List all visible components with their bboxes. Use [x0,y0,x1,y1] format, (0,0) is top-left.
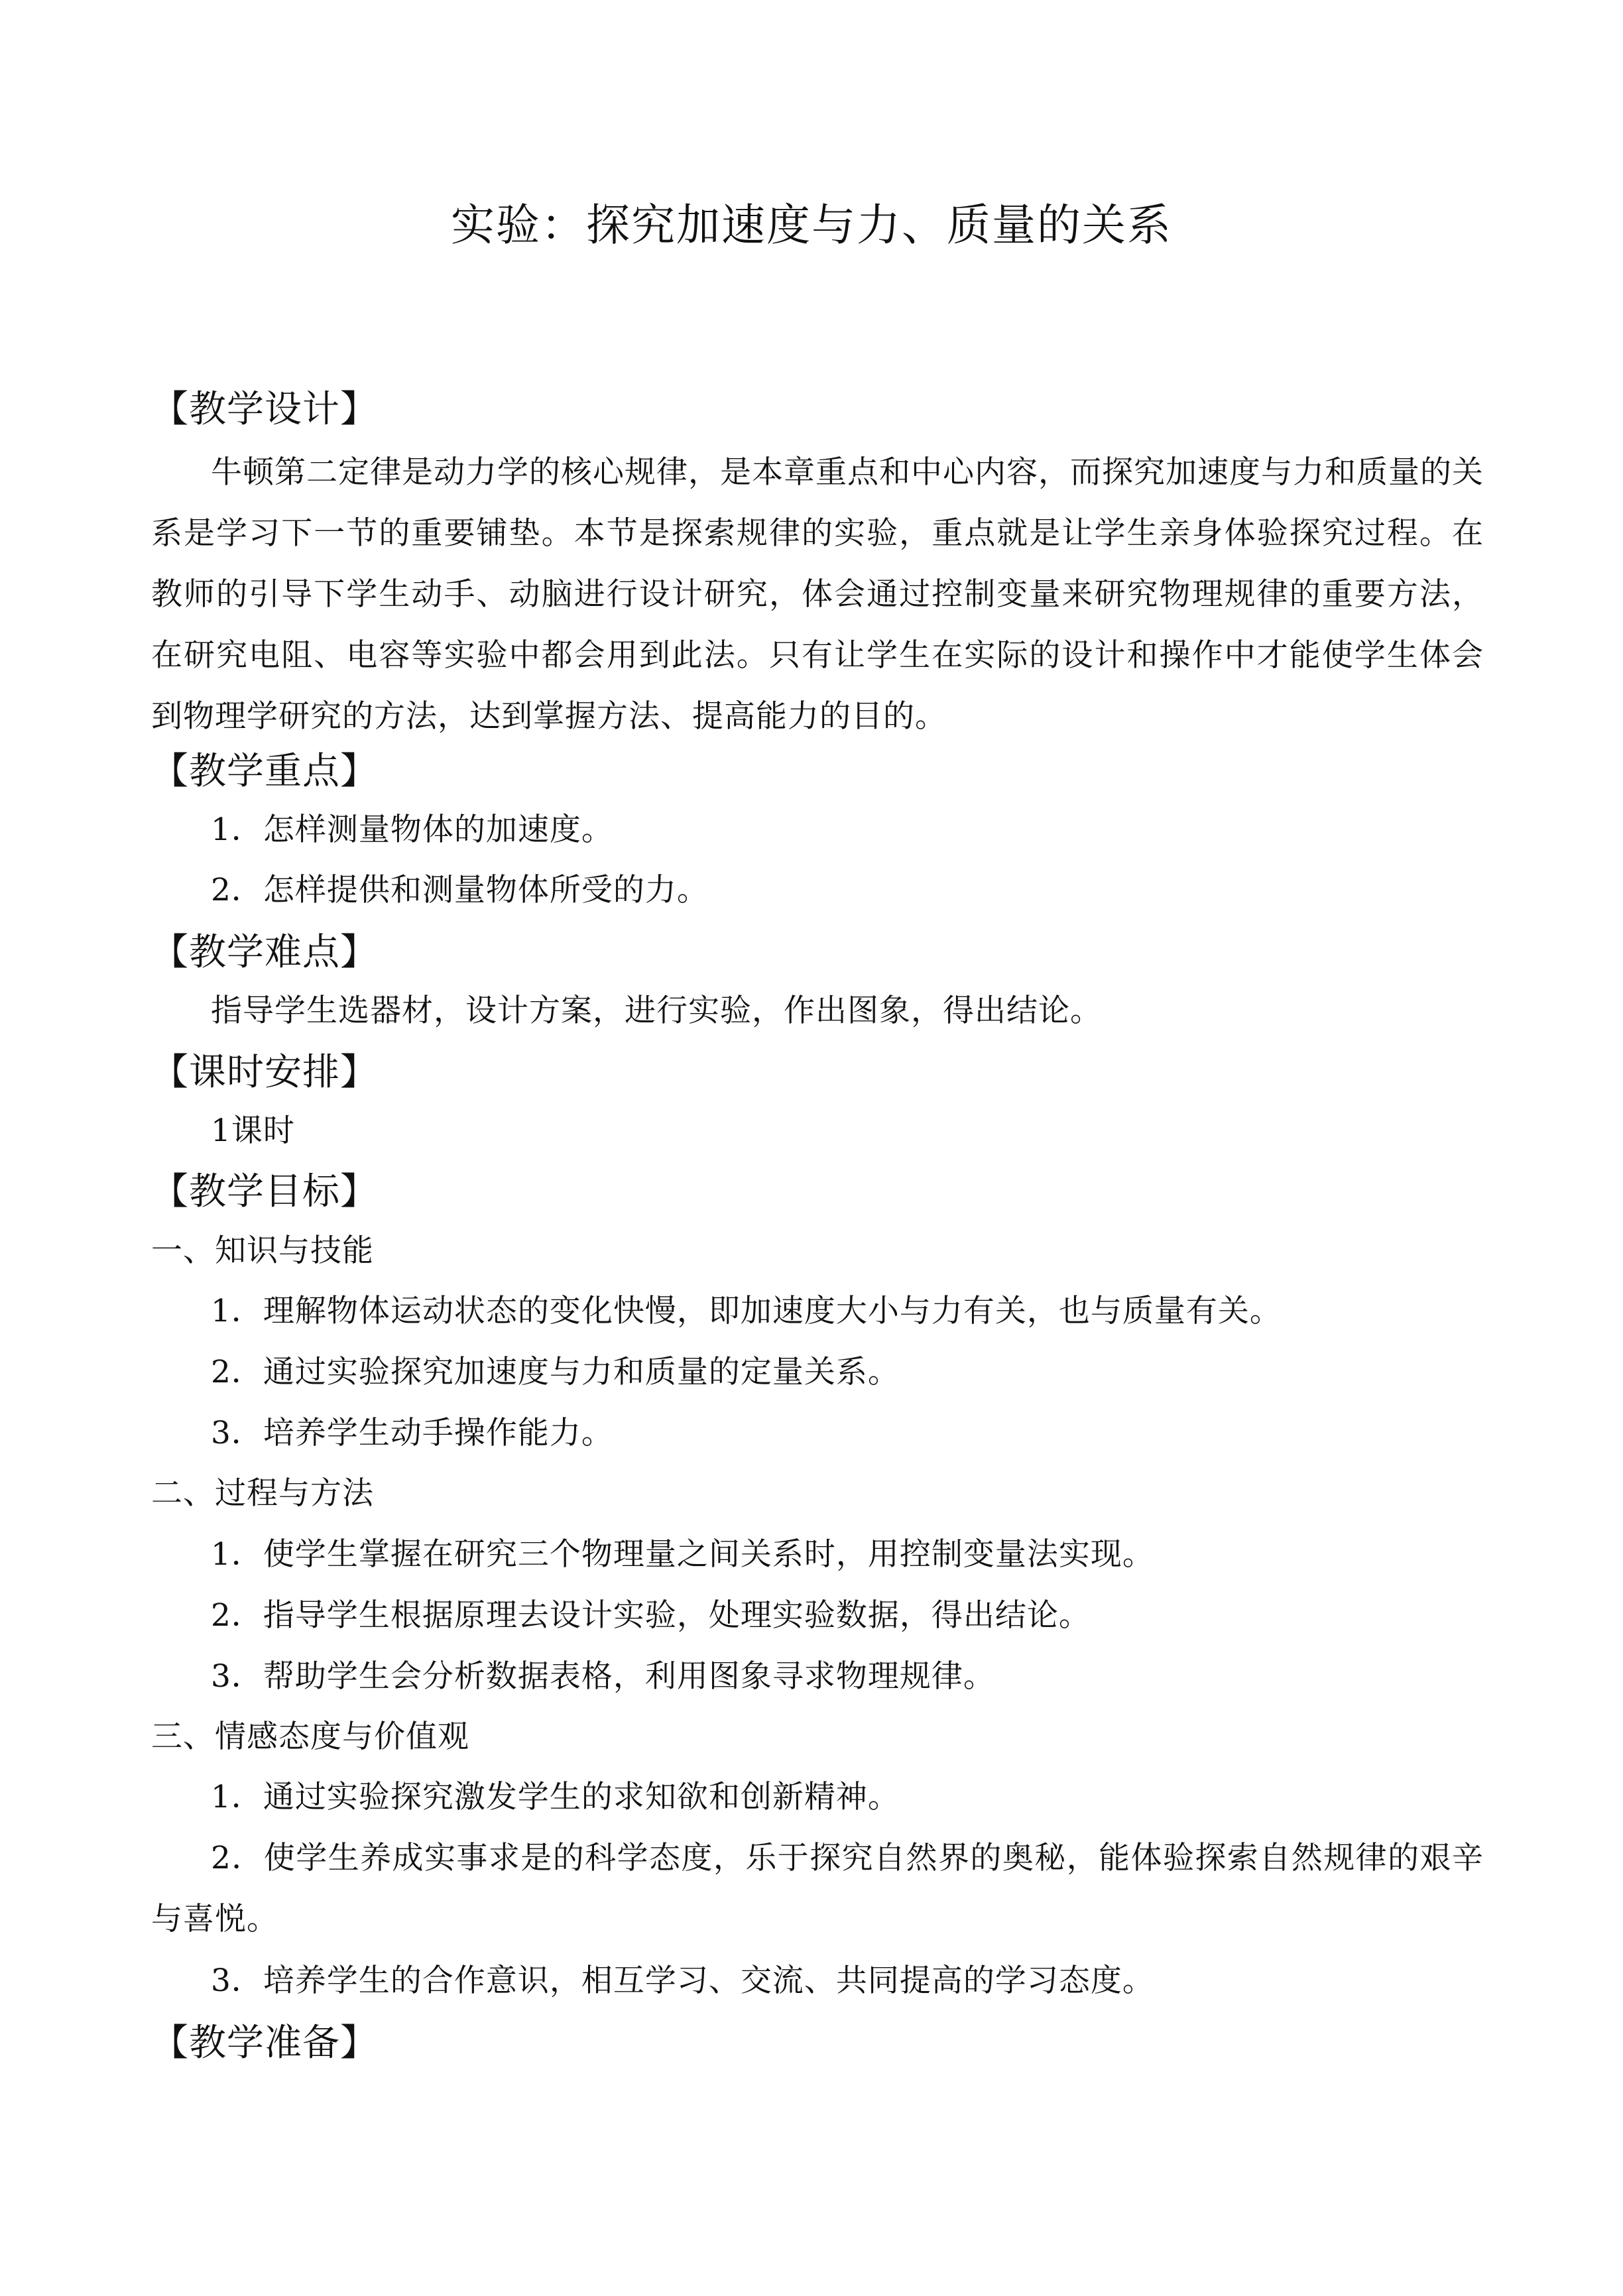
section-heading-design: 【教学设计】 [151,388,378,431]
section-heading-difficulties: 【教学难点】 [151,931,378,974]
objective-item: 3．帮助学生会分析数据表格，利用图象寻求物理规律。 [211,1658,995,1695]
objective-item: 1．使学生掌握在研究三个物理量之间关系时，用控制变量法实现。 [211,1536,1154,1573]
design-paragraph: 牛顿第二定律是动力学的核心规律，是本章重点和中心内容，而探究加速度与力和质量的关系是学习下一节的重要铺垫。本节是探索规律的实验，重点就是让学生亲身体验探究过程。在教师的引导下学生动手、动脑进行设计研究，体会通过控制变量来研究物理规律的重要方法，在研究电阻、电容等实验中都会用到此法。只有让学生在实际的设计和操作中才能使学生体会到物理学研究的方法，达到掌握方法、提高能力的目的。 [151,454,1484,735]
objective-subsection-title: 三、情感态度与价值观 [151,1719,469,1755]
objective-subsection-title: 一、知识与技能 [151,1233,374,1269]
objective-item: 1．理解物体运动状态的变化快慢，即加速度大小与力有关，也与质量有关。 [211,1293,1282,1329]
section-heading-schedule: 【课时安排】 [151,1051,378,1094]
objective-item: 2．使学生养成实事求是的科学态度，乐于探究自然界的奥秘，能体验探索自然规律的艰辛与喜悦。 [151,1840,1484,1937]
key-point-item: 2．怎样提供和测量物体所受的力。 [211,872,709,908]
objective-item: 2．指导学生根据原理去设计实验，处理实验数据，得出结论。 [211,1597,1091,1634]
document-title: 实验：探究加速度与力、质量的关系 [451,200,1172,251]
section-heading-key-points: 【教学重点】 [151,750,378,793]
objective-item: 3．培养学生的合作意识，相互学习、交流、共同提高的学习态度。 [211,1963,1154,1999]
objective-item: 3．培养学生动手操作能力。 [211,1415,613,1451]
schedule-text: 1课时 [211,1113,295,1149]
objective-item: 1．通过实验探究激发学生的求知欲和创新精神。 [211,1779,900,1815]
section-heading-preparation: 【教学准备】 [151,2022,378,2065]
difficulties-text: 指导学生选器材，设计方案，进行实验，作出图象，得出结论。 [211,993,1102,1029]
section-heading-objectives: 【教学目标】 [151,1170,378,1213]
objective-subsection-title: 二、过程与方法 [151,1475,374,1512]
key-point-item: 1．怎样测量物体的加速度。 [211,812,613,848]
objective-item: 2．通过实验探究加速度与力和质量的定量关系。 [211,1354,900,1390]
